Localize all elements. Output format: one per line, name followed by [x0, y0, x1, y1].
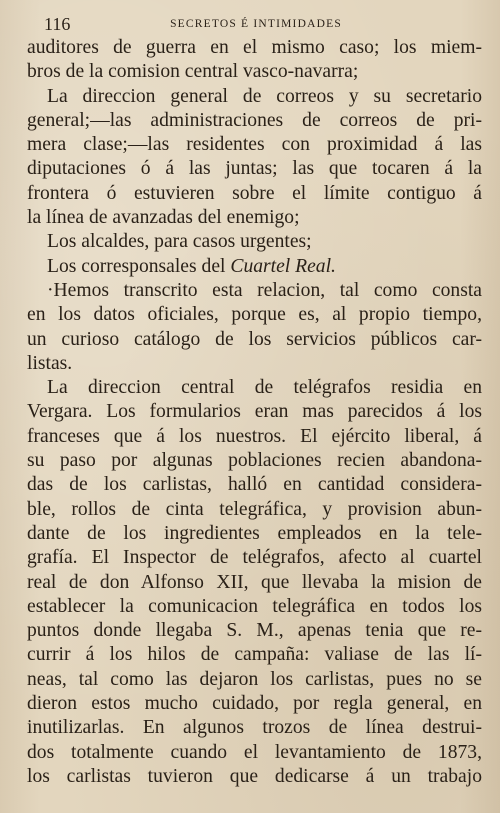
line-text: Vergara. Los formularios eran mas parecidos á los: [27, 401, 482, 423]
text-line: [27, 643, 482, 667]
text-line: [27, 279, 482, 303]
line-text: franceses que á los nuestros. El ejército liberal, á: [27, 425, 482, 447]
line-text: Los corresponsales del: [47, 255, 231, 277]
text-line: [27, 36, 482, 60]
line-text: diputaciones ó á las juntas; las que tocaren á la: [27, 158, 482, 180]
line-text: establecer la comunicacion telegráfica en todos los: [27, 595, 482, 617]
running-head: SECRETOS É INTIMIDADES: [170, 18, 342, 30]
line-text: auditores de guerra en el mismo caso; los miem-: [27, 37, 482, 58]
line-text: dos totalmente cuando el levantamiento de 1873,: [27, 741, 482, 763]
text-line: [27, 206, 482, 230]
text-line: [27, 668, 482, 692]
italic-text: Cuartel Real.: [230, 255, 336, 277]
text-line: [27, 400, 482, 424]
text-line: [27, 133, 482, 157]
text-line: [27, 182, 482, 206]
page-header: [34, 14, 478, 34]
text-line: [27, 473, 482, 497]
text-line: [27, 716, 482, 740]
line-text: su paso por algunas poblaciones recien abandona-: [27, 450, 482, 472]
text-line: [27, 595, 482, 619]
line-text: en los datos oficiales, porque es, al propio tiempo,: [27, 304, 482, 326]
text-line: [27, 352, 482, 376]
text-line: [27, 498, 482, 522]
line-text: dieron estos mucho cuidado, por regla general, en: [27, 693, 482, 715]
text-line: [27, 546, 482, 570]
page-number: 116: [44, 14, 71, 34]
line-text: general;—las administraciones de correos de pri-: [27, 109, 482, 131]
line-text: puntos donde llegaba S. M., apenas tenia que re-: [27, 620, 482, 642]
text-line: [27, 449, 482, 473]
text-line: [27, 522, 482, 546]
text-line: [27, 85, 482, 109]
text-line: [27, 255, 482, 279]
text-line: [27, 765, 482, 789]
line-text: Los alcaldes, para casos urgentes;: [47, 231, 312, 253]
line-text: ·Hemos transcrito esta relacion, tal como consta: [47, 279, 482, 301]
line-text: das de los carlistas, halló en cantidad considera-: [27, 474, 482, 496]
body-text: [27, 36, 482, 789]
line-text: ble, rollos de cinta telegráfica, y provision abun-: [27, 498, 482, 520]
text-line: [27, 303, 482, 327]
line-text: inutilizarlas. En algunos trozos de línea destrui-: [27, 717, 482, 739]
line-text: currir á los hilos de campaña: valiase de las lí-: [27, 644, 482, 666]
text-line: [27, 328, 482, 352]
line-text: un curioso catálogo de los servicios públicos car-: [27, 328, 482, 350]
text-line: [27, 157, 482, 181]
text-line: [27, 425, 482, 449]
text-line: [27, 230, 482, 254]
text-line: [27, 741, 482, 765]
line-text: los carlistas tuvieron que dedicarse á un trabajo: [27, 765, 482, 787]
line-text: listas.: [27, 352, 73, 374]
line-text: mera clase;—las residentes con proximidad á las: [27, 134, 482, 156]
line-text: neas, tal como las dejaron los carlistas, pues no se: [27, 668, 482, 690]
text-line: [27, 376, 482, 400]
line-text: real de don Alfonso XII, que llevaba la mision de: [27, 571, 482, 593]
line-text: la línea de avanzadas del enemigo;: [27, 207, 300, 229]
text-line: [27, 571, 482, 595]
line-text: La direccion general de correos y su secretario: [47, 85, 482, 107]
line-text: bros de la comision central vasco-navarra;: [27, 61, 359, 83]
text-line: [27, 60, 482, 84]
line-text: dante de los ingredientes empleados en la tele-: [27, 522, 482, 544]
text-line: [27, 109, 482, 133]
text-line: [27, 619, 482, 643]
text-line: [27, 692, 482, 716]
line-text: La direccion central de telégrafos residia en: [47, 377, 482, 399]
line-text: frontera ó estuvieren sobre el límite contiguo á: [27, 182, 482, 204]
line-text: grafía. El Inspector de telégrafos, afecto al cuartel: [27, 547, 482, 569]
